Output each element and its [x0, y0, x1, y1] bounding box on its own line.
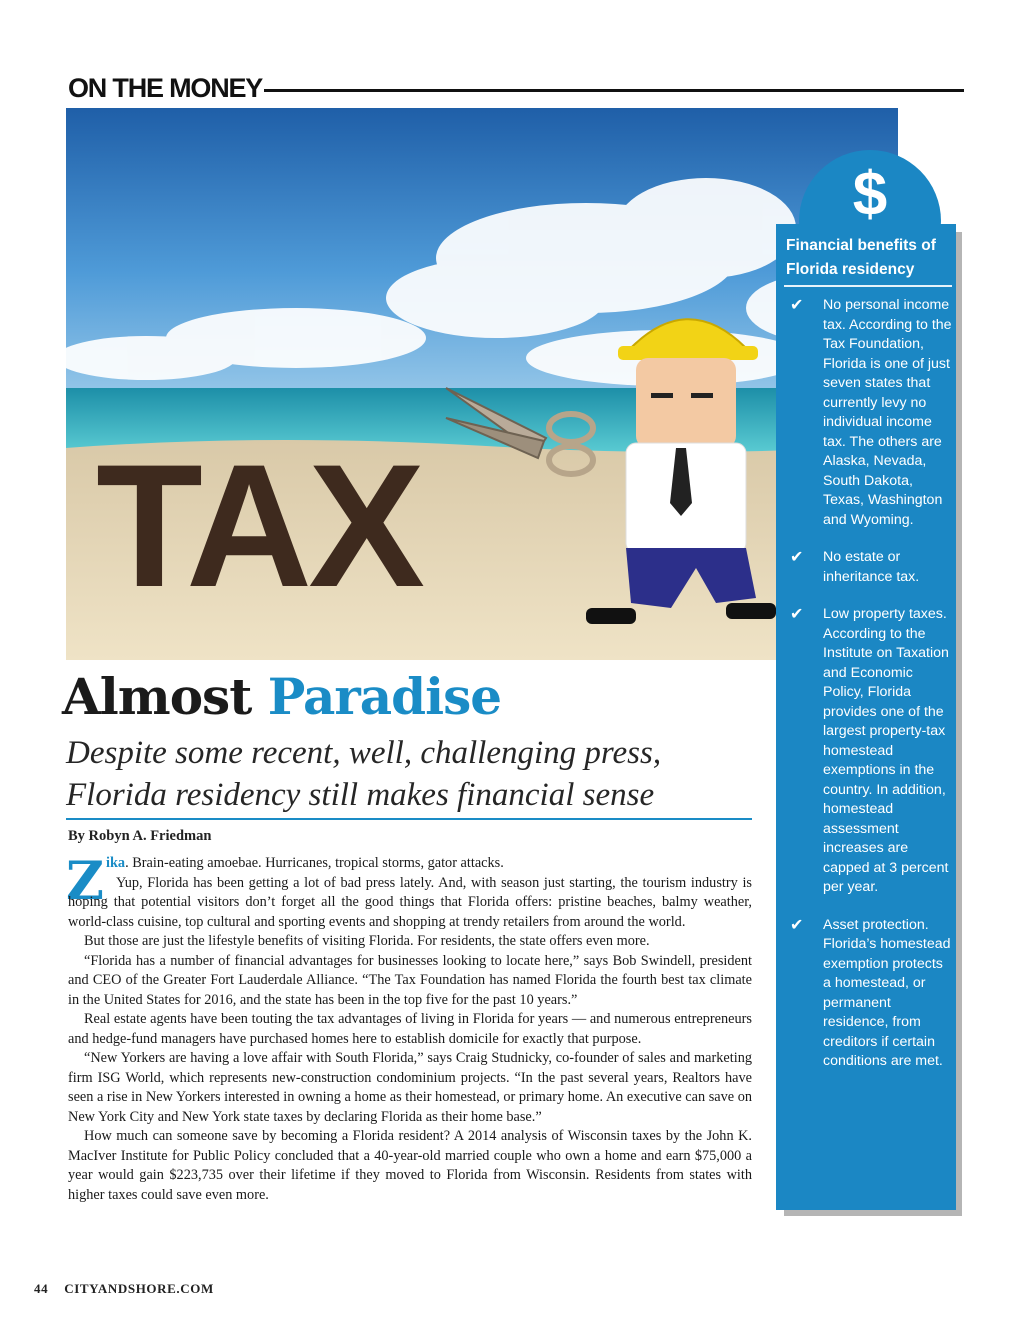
paragraph-6: “New Yorkers are having a love affair with South Florida,” says Craig Studnicky, co-founder of sales and marketing firm ISG World, which represents new-construction condominium projects. “In the past several years, Realtors have seen a rise in New Yorkers interested in owning a home as their homestead, or primary home. An executive can save on New York City and New York state taxes by declaring Florida as their home base.”: [68, 1050, 752, 1125]
benefit-item: [790, 548, 952, 587]
checkmark-icon: ✔: [790, 606, 804, 623]
page-number: 44: [34, 1281, 49, 1296]
benefit-text: Low property taxes. According to the Institute on Taxation and Economic Policy, Florida provides one of the largest property-tax homestead exemptions in the country. In addition, homestead assessment increases are capped at 3 percent per year.: [823, 606, 949, 895]
dollar-sign-icon: $: [852, 160, 888, 229]
benefits-sidebar: [776, 224, 956, 1210]
checkmark-icon: ✔: [790, 549, 804, 566]
benefit-text: No estate or inheritance tax.: [823, 549, 920, 585]
section-header: [68, 70, 964, 106]
benefit-item: [790, 296, 952, 530]
sidebar-title: Financial benefits of Florida residency: [786, 237, 936, 278]
benefit-text: No personal income tax. According to the Tax Foundation, Florida is one of just seven states that currently levy no individual income tax. The others are Alaska, Nevada, South Dakota, Texas, Washington and Wyoming.: [823, 297, 952, 528]
paragraph-7: How much can someone save by becoming a Florida resident? A 2014 analysis of Wisconsin taxes by the John K. MacIver Institute for Public Policy concluded that a 40-year-old married couple who own a home and earn $75,000 a year would gain $223,735 over their lifetime if they moved to Florida from Wisconsin. Residents from states with higher taxes could save even more.: [68, 1128, 752, 1203]
article-body: [66, 851, 752, 1205]
headline: [62, 664, 501, 730]
benefits-list: [790, 296, 952, 1090]
checkmark-icon: ✔: [790, 916, 804, 934]
paragraph-5: Real estate agents have been touting the tax advantages of living in Florida for years — and numerous entrepreneurs and hedge-fund managers have purchased homes here to establish domicile for exactly that purpose.: [68, 1011, 752, 1047]
benefit-item: [790, 916, 952, 1072]
byline: By Robyn A. Friedman: [68, 828, 212, 844]
drop-cap: Z: [66, 851, 104, 912]
paragraph-3: But those are just the lifestyle benefits of visiting Florida. For residents, the state offers even more.: [84, 933, 650, 949]
hero-illustration: [66, 108, 898, 660]
benefit-text: Asset protection. Florida’s homestead exemption protects a homestead, or permanent residence, from creditors if certain conditions are met.: [823, 916, 951, 1069]
benefit-item: [790, 605, 952, 898]
section-title: ON THE MONEY: [68, 72, 263, 103]
page-footer: [34, 1281, 214, 1297]
subheadline: Despite some recent, well, challenging press, Florida residency still makes financial sense: [66, 735, 662, 813]
site-name: CITYANDSHORE.COM: [64, 1281, 214, 1296]
headline-word-paradise: Paradise: [267, 667, 502, 726]
sidebar-divider: [784, 285, 952, 287]
deck-divider: [66, 818, 752, 820]
paragraph-4: “Florida has a number of financial advantages for businesses looking to locate here,” says Bob Swindell, president and CEO of the Greater Fort Lauderdale Alliance. “The Tax Foundation has named Florida the fourth best tax climate in the United States for 2016, and the state has been in the top five for the past 10 years.”: [68, 952, 752, 1008]
tax-letters: TAX: [96, 429, 422, 624]
lead-word: ika: [106, 855, 126, 871]
section-rule: [264, 89, 964, 92]
headline-word-almost: Almost: [62, 667, 252, 726]
paragraph-2: Yup, Florida has been getting a lot of bad press lately. And, with season just starting, the tourism industry is hoping that potential visitors don’t forget all the good things that Florida offers: pristine beaches, balmy weather, world-class cuisine, top cultural and sporting events and shopping at trendy retailers from around the world.: [68, 874, 752, 930]
checkmark-icon: ✔: [790, 297, 804, 314]
paragraph-1: [68, 854, 752, 874]
paragraph-1-text: . Brain-eating amoebae. Hurricanes, tropical storms, gator attacks.: [125, 855, 504, 871]
